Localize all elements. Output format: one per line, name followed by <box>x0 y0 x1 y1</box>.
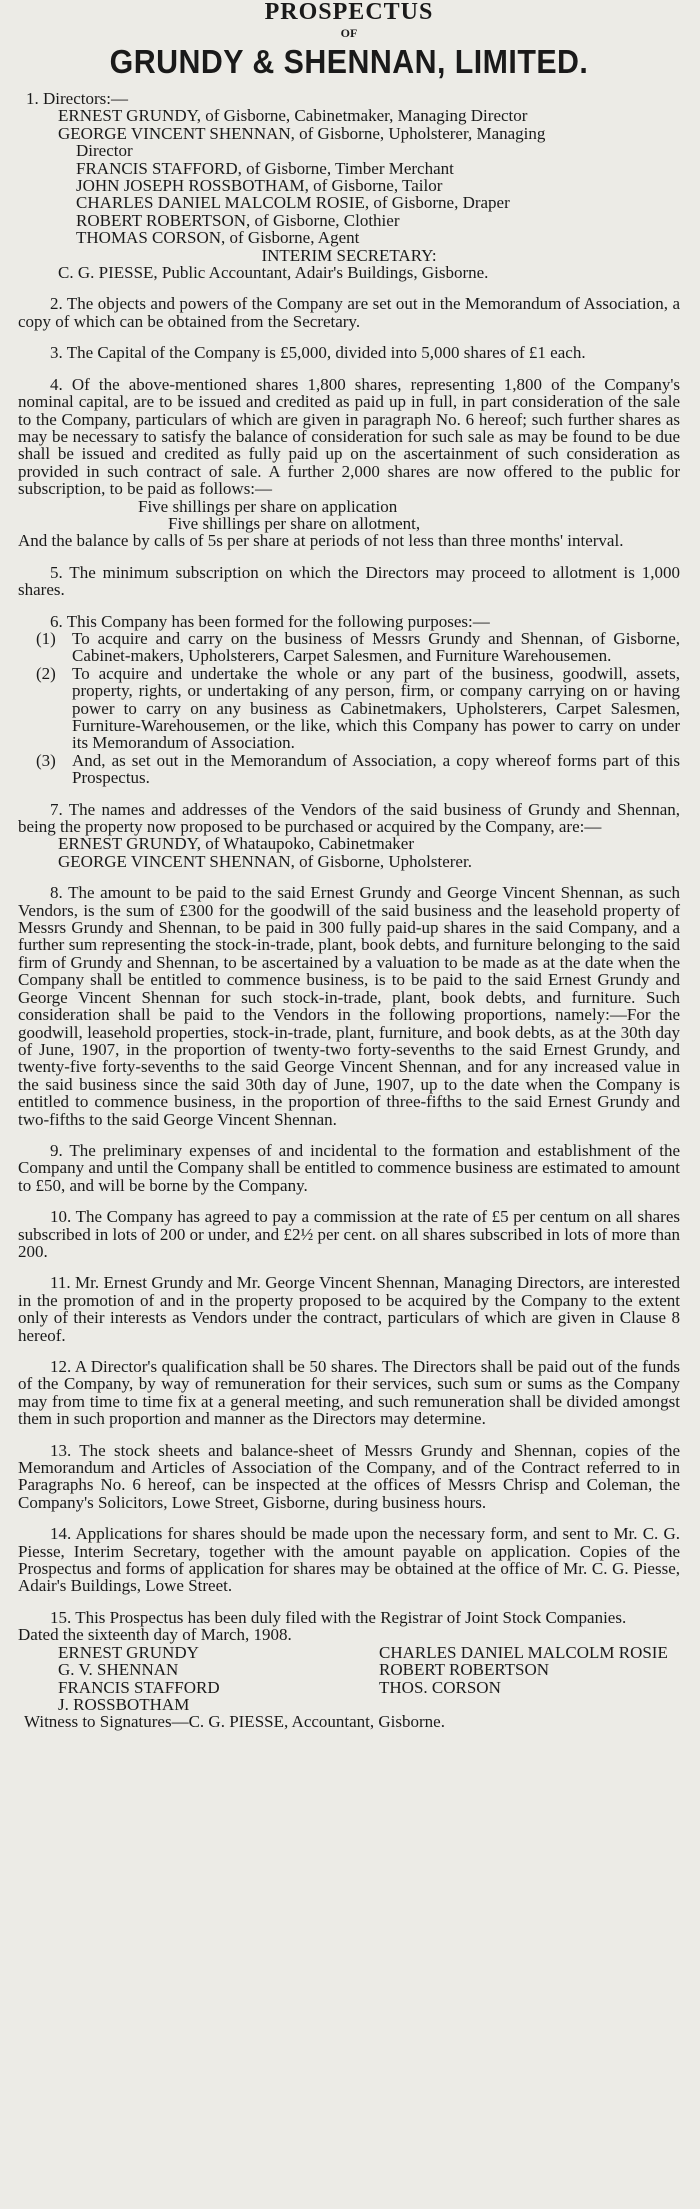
purpose-item <box>18 630 680 665</box>
paragraph-10: 10. The Company has agreed to pay a commission at the rate of £5 per centum on all shares subscribed in lots of 200 or under, and £2½ per cent. on all shares subscribed in lots of more than 200. <box>18 1207 680 1261</box>
paragraph-3: 3. The Capital of the Company is £5,000, divided into 5,000 shares of £1 each. <box>50 343 586 363</box>
closing-block <box>18 1609 680 1731</box>
purpose-text: To acquire and undertake the whole or any part of the business, goodwill, assets, property, rights, or undertaking of any person, firm, or company carrying on or having power to carry on any business as Cabinetmakers, Upholsterers, Carpet Salesmen, Furniture-Warehousemen, or the like, which this Company has power to carry on under its Memorandum of Association. <box>72 663 680 753</box>
signatory <box>369 1696 680 1713</box>
paragraph-4: 4. Of the above-mentioned shares 1,800 shares, representing 1,800 of the Company's nominal capital, are to be issued and credited as paid up in full, in part consideration of the sale to the Company, particulars of which are given in paragraph No. 6 hereof; such further shares as may be necessary to satisfy the balance of consideration for such sale as may be found to be due shall be issued and credited as fully paid up on the ascertainment of such consideration as provided in such contract of sale. A further 2,000 shares are now offered to the public for subscription, to be paid as follows:— <box>18 374 680 499</box>
secretary-line: C. G. PIESSE, Public Accountant, Adair's Buildings, Gisborne. <box>58 263 489 283</box>
director-line: FRANCIS STAFFORD, of Gisborne, Timber Merchant <box>76 158 454 178</box>
signatory: CHARLES DANIEL MALCOLM ROSIE <box>379 1642 668 1662</box>
director-line: JOHN JOSEPH ROSSBOTHAM, of Gisborne, Tailor <box>76 176 443 196</box>
director-line: ERNEST GRUNDY, of Gisborne, Cabinetmaker, Managing Director <box>58 106 528 126</box>
paragraph-11: 11. Mr. Ernest Grundy and Mr. George Vincent Shennan, Managing Directors, are interested in the promotion of and in the property proposed to be acquired by the Company to the extent only of their interests as Vendors under the contract, particulars of which are given in Clause 8 hereof. <box>18 1273 680 1345</box>
director-line-cont: Director <box>76 141 133 161</box>
prospectus-body <box>18 90 680 1731</box>
page-title: PROSPECTUS <box>264 0 434 25</box>
directors-section <box>18 90 680 281</box>
purpose-number: (3) <box>36 750 56 770</box>
paragraph-15: 15. This Prospectus has been duly filed with the Registrar of Joint Stock Companies. <box>50 1607 627 1627</box>
director-line: ROBERT ROBERTSON, of Gisborne, Clothier <box>76 210 400 230</box>
purpose-item <box>18 752 680 787</box>
dated-line: Dated the sixteenth day of March, 1908. <box>18 1625 292 1645</box>
paragraph-4-block <box>18 376 680 550</box>
title-of: OF <box>340 26 358 40</box>
paragraph-6-block <box>18 613 680 787</box>
paragraph-7: 7. The names and addresses of the Vendors of the said business of Grundy and Shennan, being the property now proposed to be purchased or acquired by the Company, are:— <box>18 799 680 837</box>
company-name: GRUNDY & SHENNAN, LIMITED. <box>109 43 589 80</box>
signatory: ROBERT ROBERTSON <box>379 1660 550 1680</box>
purpose-item <box>18 665 680 752</box>
witness-line: Witness to Signatures—C. G. PIESSE, Accountant, Gisborne. <box>24 1712 445 1732</box>
purpose-text: To acquire and carry on the business of Messrs Grundy and Shennan, of Gisborne, Cabinet-makers, Upholsterers, Carpet Salesmen, and Furniture Warehousemen. <box>72 628 680 666</box>
payment-term: Five shillings per share on application <box>138 496 398 516</box>
purpose-number: (1) <box>36 628 56 648</box>
director-line: GEORGE VINCENT SHENNAN, of Gisborne, Upholsterer, Managing <box>58 123 546 143</box>
paragraph-4-end: And the balance by calls of 5s per share at periods of not less than three months' interval. <box>18 531 624 551</box>
paragraph-8: 8. The amount to be paid to the said Ernest Grundy and George Vincent Shennan, as such Vendors, is the sum of £300 for the goodwill of the said business and the leasehold property of Messrs Grundy and Shennan, to be paid in 300 fully paid-up shares in the said Company, and a further sum representing the stock-in-trade, plant, book debts, and furniture belonging to the said firm of Grundy and Shennan, to be ascertained by a valuation to be made as at the date when the Company shall be entitled to commence business, is to be paid to the said Ernest Grundy and George Vincent Shennan for such stock-in-trade, plant, book debts, and furniture. Such consideration shall be paid to the Vendors in the following proportions, namely:—For the goodwill, leasehold properties, stock-in-trade, plant, furniture, and book debts, as at the 30th day of June, 1907, in the proportion of twenty-two forty-sevenths to the said Ernest Grundy, and twenty-five forty-sevenths to the said George Vincent Shennan, and for any increased value in the said business since the said 30th day of June, 1907, up to the date when the Company is entitled to commence business, in the proportion of three-fifths to the said Ernest Grundy and two-fifths to the said George Vincent Shennan. <box>18 883 680 1129</box>
paragraph-9: 9. The preliminary expenses of and incidental to the formation and establishment of the Company and until the Company shall be entitled to commence business are estimated to amount to £50, and will be borne by the Company. <box>18 1140 680 1195</box>
signatory: G. V. SHENNAN <box>58 1660 179 1680</box>
paragraph-13: 13. The stock sheets and balance-sheet of Messrs Grundy and Shennan, copies of the Memorandum and Articles of Association of the Company, and of the Contract referred to in Paragraphs No. 6 hereof, can be inspected at the offices of Messrs Chrisp and Coleman, the Company's Solicitors, Lowe Street, Gisborne, during business hours. <box>18 1440 680 1512</box>
paragraph-5: 5. The minimum subscription on which the Directors may proceed to allotment is 1,000 shares. <box>18 562 680 600</box>
purpose-number: (2) <box>36 663 56 683</box>
paragraph-7-block <box>18 801 680 871</box>
signatories <box>18 1644 680 1714</box>
director-line: THOMAS CORSON, of Gisborne, Agent <box>76 228 360 248</box>
paragraph-14: 14. Applications for shares should be made upon the necessary form, and sent to Mr. C. G. Piesse, Interim Secretary, together with the amount payable on application. Copies of the Prospectus and forms of application for shares may be obtained at the office of Mr. C. G. Piesse, Adair's Buildings, Lowe Street. <box>18 1524 680 1596</box>
purpose-text: And, as set out in the Memorandum of Association, a copy whereof forms part of this Prospectus. <box>72 750 680 788</box>
director-line: CHARLES DANIEL MALCOLM ROSIE, of Gisborne, Draper <box>76 193 510 213</box>
signatory: J. ROSSBOTHAM <box>58 1694 190 1714</box>
directors-heading: 1. Directors:— <box>26 89 128 108</box>
paragraph-2: 2. The objects and powers of the Company are set out in the Memorandum of Association, a copy of which can be obtained from the Secretary. <box>18 294 680 331</box>
signatory: THOS. CORSON <box>379 1677 501 1697</box>
paragraph-6: 6. This Company has been formed for the following purposes:— <box>50 611 490 631</box>
vendor-line: GEORGE VINCENT SHENNAN, of Gisborne, Upholsterer. <box>58 851 472 871</box>
secretary-heading: INTERIM SECRETARY: <box>261 245 437 265</box>
paragraph-12: 12. A Director's qualification shall be 50 shares. The Directors shall be paid out of the funds of the Company, by way of remuneration for their services, such sum or sums as the Company may from time to time fix at a general meeting, and such remuneration shall be divided amongst them in such proportion and manner as the Directors may determine. <box>18 1357 680 1429</box>
payment-term: Five shillings per share on allotment, <box>168 513 421 533</box>
vendor-line: ERNEST GRUNDY, of Whataupoko, Cabinetmaker <box>58 834 415 854</box>
signatory: ERNEST GRUNDY <box>58 1642 199 1662</box>
signatory: FRANCIS STAFFORD <box>58 1677 220 1697</box>
